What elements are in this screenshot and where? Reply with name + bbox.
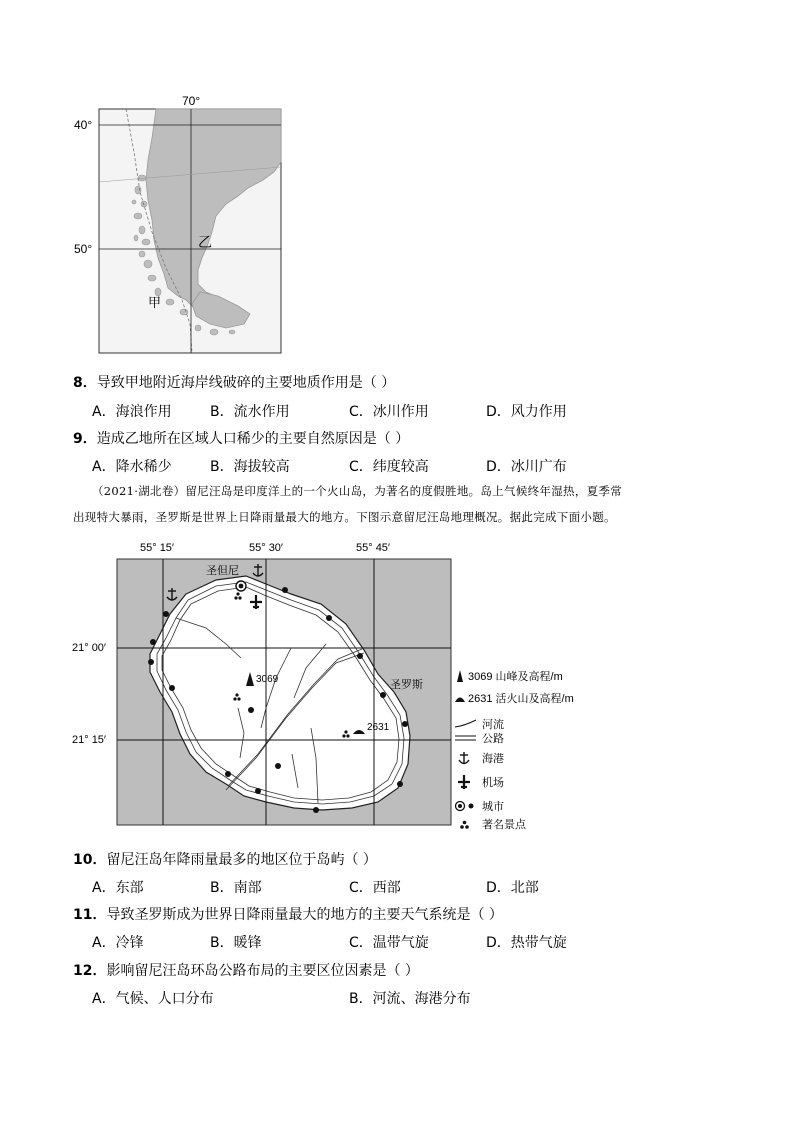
place-yi: 乙 — [198, 234, 212, 250]
legend-scenic — [454, 816, 526, 832]
river-icon — [454, 717, 478, 731]
lon-70-label: 70° — [182, 94, 201, 108]
legend-river-text: 河流 — [482, 719, 504, 731]
question-9-number: 9． — [73, 431, 97, 447]
patagonia-map — [74, 92, 288, 354]
place-jia: 甲 — [148, 295, 162, 310]
lat-label-1: 21° 00′ — [72, 642, 106, 654]
legend-port-text: 海港 — [482, 753, 504, 765]
question-12-number: 12． — [73, 963, 107, 979]
legend-road — [454, 730, 504, 746]
airplane-icon — [454, 774, 478, 790]
legend-peak — [454, 668, 563, 684]
lon-label-2: 55° 30′ — [249, 542, 283, 554]
intro-paragraph-2 — [73, 504, 733, 530]
intro-paragraph — [92, 478, 732, 504]
question-8-option-b[interactable]: B．流水作用 — [210, 404, 290, 420]
port-icon — [454, 750, 478, 766]
peak-icon — [454, 669, 466, 683]
question-10-option-b[interactable]: B．南部 — [210, 880, 262, 896]
city-saint-denis-label: 圣但尼 — [206, 565, 239, 577]
legend-city — [454, 798, 504, 814]
question-10-option-a[interactable]: A．东部 — [92, 880, 144, 896]
legend-volcano — [454, 690, 574, 706]
legend-port — [454, 750, 504, 766]
volcano-height-label: 2631 — [367, 722, 390, 733]
question-10-text: 留尼汪岛年降雨量最多的地区位于岛屿（ ） — [106, 852, 377, 868]
question-9 — [73, 428, 409, 448]
legend-volcano-text: 2631 活火山及高程/m — [468, 693, 574, 705]
question-12-text: 影响留尼汪岛环岛公路布局的主要区位因素是（ ） — [106, 963, 419, 979]
question-10 — [73, 849, 377, 869]
legend-airport — [454, 774, 504, 790]
question-11-option-d[interactable]: D．热带气旋 — [486, 935, 567, 951]
question-8-option-c[interactable]: C．冰川作用 — [349, 404, 429, 420]
question-8-option-a[interactable]: A．海浪作用 — [92, 404, 172, 420]
question-10-number: 10． — [73, 852, 107, 868]
question-11 — [73, 904, 503, 924]
road-icon — [454, 731, 478, 745]
legend-scenic-text: 著名景点 — [482, 819, 526, 831]
legend-city-text: 城市 — [482, 801, 504, 813]
patagonia-map-svg — [98, 92, 288, 354]
question-11-option-a[interactable]: A．冷锋 — [92, 935, 144, 951]
lat-label-2: 21° 15′ — [72, 734, 106, 746]
question-8-text: 导致甲地附近海岸线破碎的主要地质作用是（ ） — [96, 375, 396, 391]
reunion-map-svg — [116, 558, 452, 826]
legend-airport-text: 机场 — [482, 777, 504, 789]
intro-line-2: 出现特大暴雨，圣罗斯是世界上日降雨量最大的地方。下图示意留尼汪岛地理概况。据此完成下面小题。 — [73, 510, 616, 524]
question-11-option-b[interactable]: B．暖锋 — [210, 935, 262, 951]
question-10-option-c[interactable]: C．西部 — [349, 880, 401, 896]
question-10-option-d[interactable]: D．北部 — [486, 880, 539, 896]
question-12-option-b[interactable]: B．河流、海港分布 — [349, 991, 471, 1007]
question-9-option-b[interactable]: B．海拔较高 — [210, 459, 290, 475]
legend-road-text: 公路 — [482, 733, 504, 745]
question-11-option-c[interactable]: C．温带气旋 — [349, 935, 429, 951]
question-11-text: 导致圣罗斯成为世界日降雨量最大的地方的主要天气系统是（ ） — [106, 907, 503, 923]
volcano-icon — [454, 691, 466, 705]
question-8-option-d[interactable]: D．风力作用 — [486, 404, 567, 420]
lon-label-3: 55° 45′ — [356, 542, 390, 554]
question-11-number: 11． — [73, 907, 107, 923]
question-8 — [73, 372, 395, 392]
lon-label-1: 55° 15′ — [140, 542, 174, 554]
peak-height-label: 3069 — [256, 674, 279, 685]
question-12 — [73, 960, 419, 980]
city-sainte-rose-label: 圣罗斯 — [390, 679, 423, 691]
question-9-option-a[interactable]: A．降水稀少 — [92, 459, 172, 475]
question-9-option-d[interactable]: D．冰川广布 — [486, 459, 567, 475]
lat-40-label: 40° — [74, 118, 93, 132]
legend-peak-text: 3069 山峰及高程/m — [468, 671, 563, 683]
scenic-spot-icon — [454, 816, 478, 832]
question-8-number: 8． — [73, 375, 97, 391]
lat-50-label: 50° — [74, 242, 93, 256]
city-icon — [454, 798, 478, 814]
intro-line-1: （2021·湖北卷）留尼汪岛是印度洋上的一个火山岛，为著名的度假胜地。岛上气候终年湿热，夏季常 — [92, 484, 623, 498]
question-12-option-a[interactable]: A．气候、人口分布 — [92, 991, 214, 1007]
question-9-option-c[interactable]: C．纬度较高 — [349, 459, 429, 475]
question-9-text: 造成乙地所在区域人口稀少的主要自然原因是（ ） — [96, 431, 410, 447]
reunion-map — [72, 542, 596, 832]
